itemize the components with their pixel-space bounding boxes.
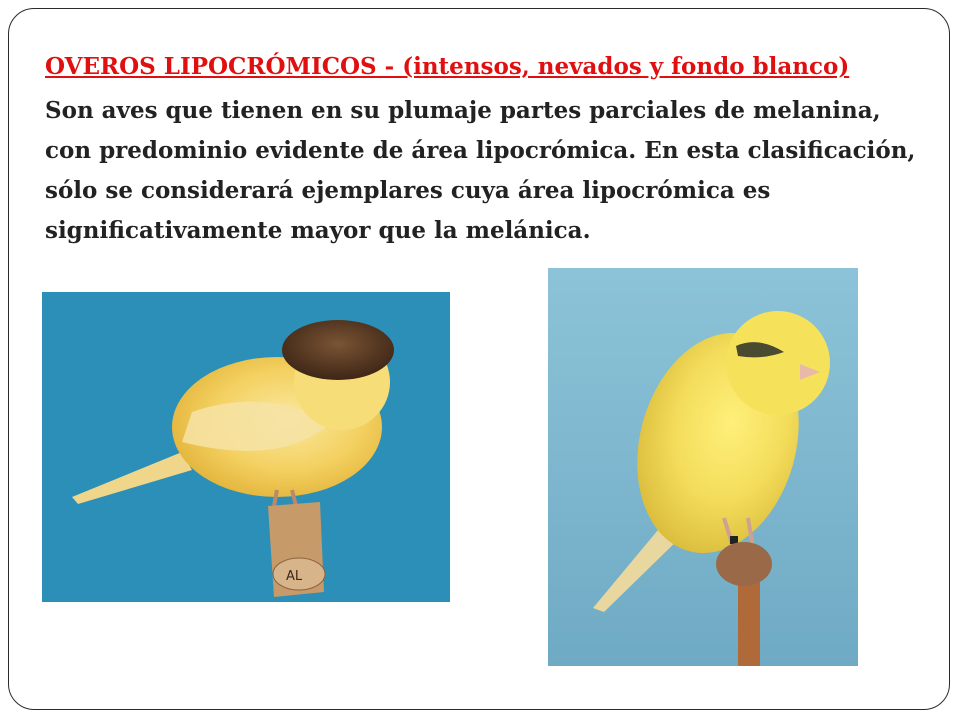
slide-heading: OVEROS LIPOCRÓMICOS - (intensos, nevados y fondo blanco) <box>45 53 850 80</box>
canary-crested-illustration <box>42 292 450 602</box>
slide-paragraph: Son aves que tienen en su plumaje partes parciales de melanina, con predominio evidente de área lipocrómica. En esta clasificación, sólo se considerará ejemplares cuya área lipocrómica es significativamente mayor que la melánica. <box>45 97 916 244</box>
canary-yellow-photo <box>548 268 858 666</box>
head <box>726 311 830 415</box>
perch-label: AL <box>286 569 303 584</box>
perch-top <box>716 542 772 586</box>
canary-crested-photo <box>42 292 450 602</box>
crest <box>282 320 394 380</box>
canary-yellow-illustration <box>548 268 858 666</box>
